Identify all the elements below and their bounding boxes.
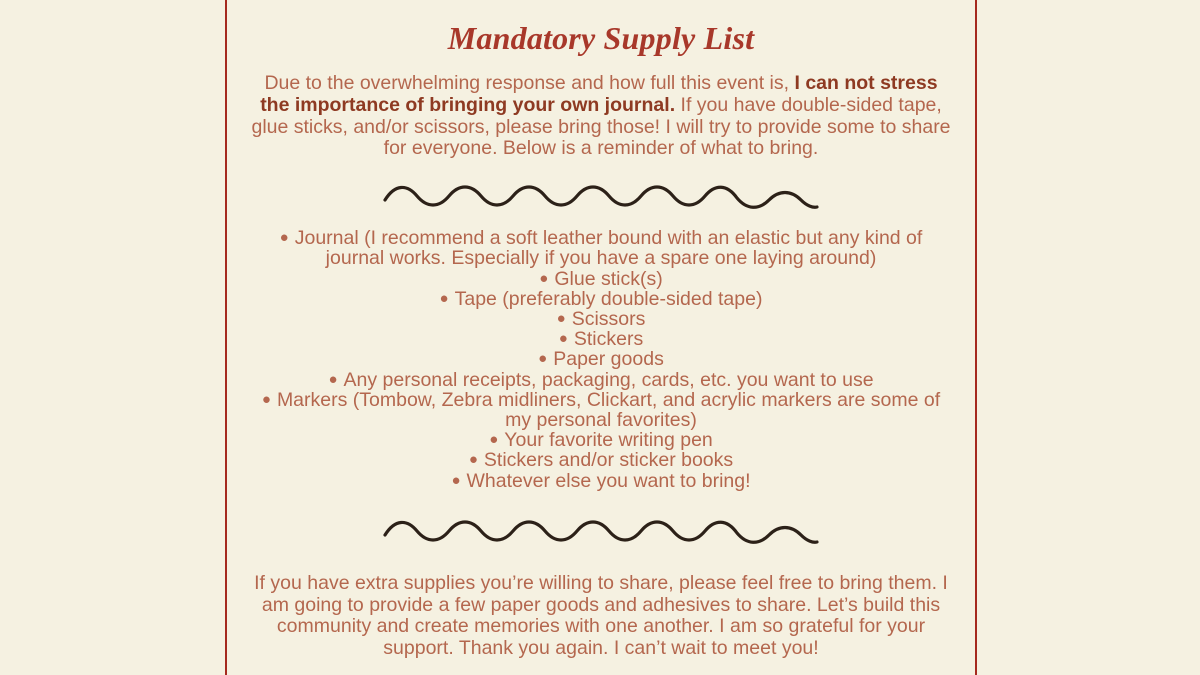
list-item bbox=[245, 450, 957, 470]
bullet-icon: ● bbox=[468, 451, 478, 469]
list-item bbox=[245, 228, 957, 268]
right-vertical-rule bbox=[975, 0, 977, 675]
list-item-text: Markers (Tombow, Zebra midliners, Clickart, and acrylic markers are some of my personal favorites) bbox=[276, 388, 941, 432]
list-item bbox=[245, 430, 957, 450]
bullet-icon: ● bbox=[489, 431, 499, 449]
list-item bbox=[245, 471, 957, 491]
bullet-icon: ● bbox=[439, 289, 449, 307]
bullet-icon: ● bbox=[538, 350, 548, 368]
list-item-text: Stickers bbox=[573, 328, 644, 351]
list-item bbox=[245, 289, 957, 309]
page-title: Mandatory Supply List bbox=[447, 20, 755, 56]
list-item-text: Your favorite writing pen bbox=[504, 429, 713, 452]
bullet-icon: ● bbox=[558, 330, 568, 348]
list-item-text: Journal (I recommend a soft leather bound with an elastic but any kind of journal works. Especially if you have a spare one laying around) bbox=[294, 227, 923, 270]
outro-paragraph: If you have extra supplies you’re willing to share, please feel free to bring them. I am going to provide a few paper goods and adhesives to share. Let’s build this community and create memories with one another. I am so grateful for your support. Thank you again. I can’t wait to meet you! bbox=[254, 571, 948, 660]
intro-emphasis: I can not stress the importance of bringing your own journal. bbox=[260, 72, 938, 116]
bullet-icon: ● bbox=[556, 310, 566, 327]
list-item-text: Whatever else you want to bring! bbox=[466, 469, 751, 492]
list-item bbox=[245, 370, 957, 390]
bullet-icon: ● bbox=[279, 229, 289, 247]
intro-paragraph bbox=[251, 73, 951, 160]
list-item bbox=[245, 390, 957, 430]
list-item bbox=[245, 349, 957, 369]
list-item bbox=[245, 269, 957, 289]
bullet-icon: ● bbox=[261, 390, 271, 408]
squiggle-divider-bottom bbox=[381, 515, 821, 549]
intro-part-two: If you have double-sided tape, glue sticks, and/or scissors, please bring those! I will try to provide some to share for everyone. Below is a reminder of what to bring. bbox=[251, 93, 951, 160]
list-item bbox=[245, 329, 957, 349]
list-item-text: Tape (preferably double-sided tape) bbox=[454, 287, 763, 310]
bullet-icon: ● bbox=[451, 471, 461, 489]
list-item-text: Paper goods bbox=[553, 348, 664, 371]
bullet-icon: ● bbox=[539, 269, 549, 287]
squiggle-divider-top bbox=[381, 180, 821, 214]
list-item-text: Stickers and/or sticker books bbox=[483, 449, 734, 472]
bullet-icon: ● bbox=[328, 370, 338, 388]
list-item-text: Any personal receipts, packaging, cards, etc. you want to use bbox=[343, 368, 874, 391]
list-item bbox=[245, 309, 957, 329]
intro-part-one: Due to the overwhelming response and how full this event is, bbox=[264, 72, 795, 94]
list-item-text: Scissors bbox=[571, 308, 646, 330]
supply-list bbox=[245, 228, 957, 491]
document-content bbox=[227, 0, 975, 675]
list-item-text: Glue stick(s) bbox=[554, 267, 663, 290]
